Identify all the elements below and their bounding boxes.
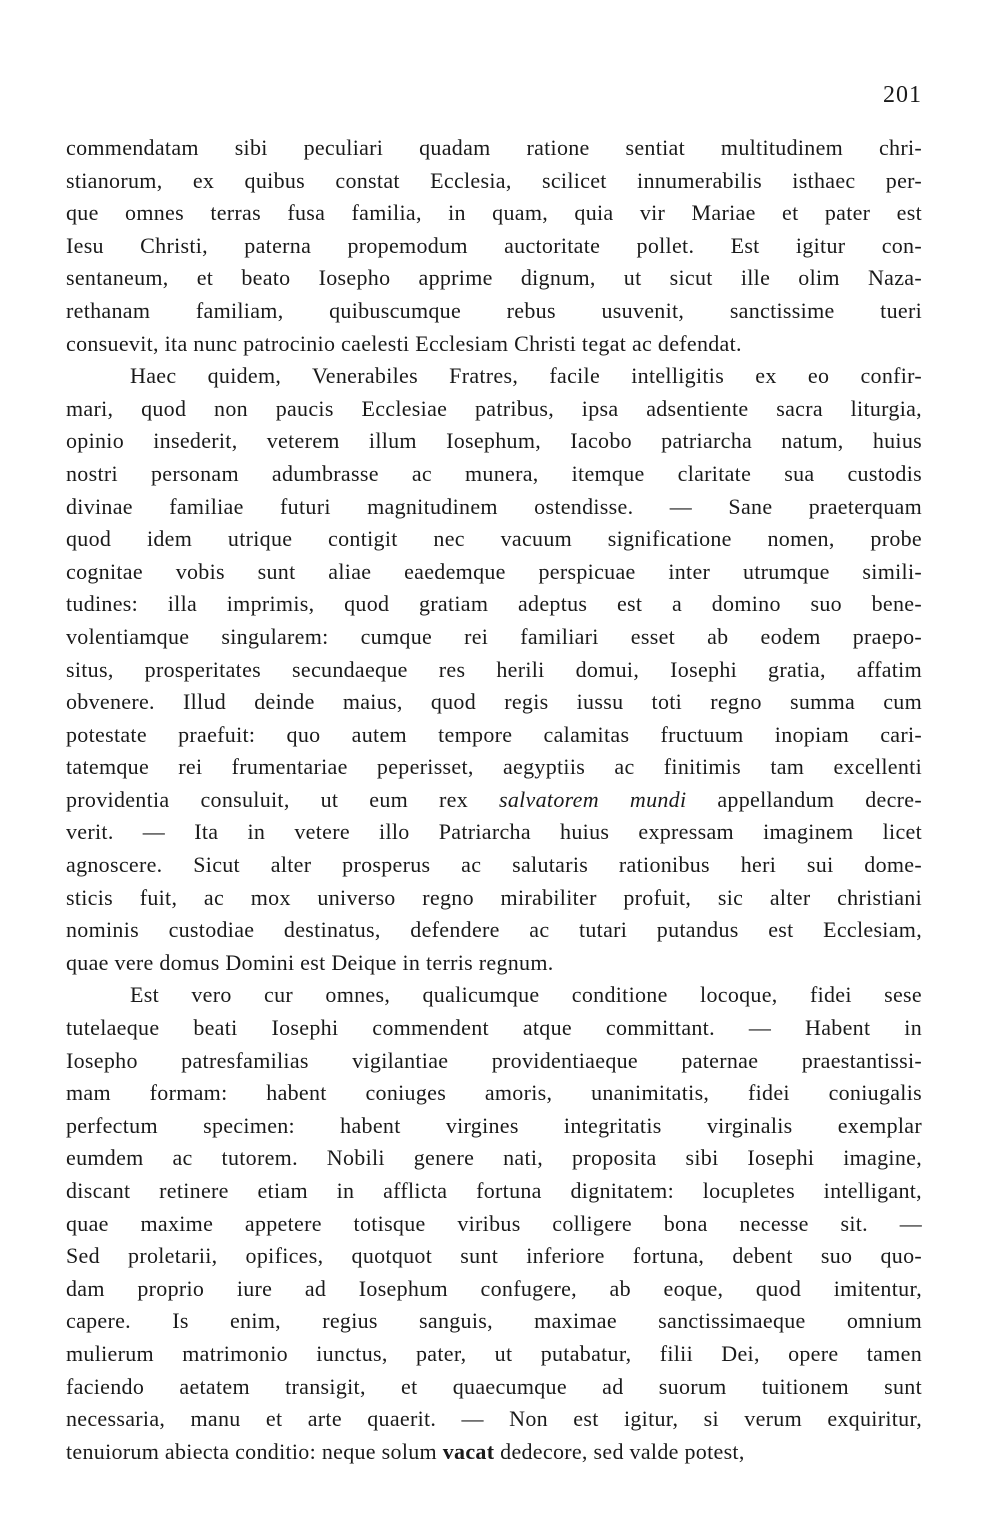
text-line xyxy=(66,816,922,849)
text-line xyxy=(66,654,922,687)
text-segment: quae maxime appetere totisque viribus colligere bona necesse sit. — xyxy=(66,1210,922,1236)
text-segment: nostri personam adumbrasse ac munera, itemque claritate sua custodis xyxy=(66,460,922,486)
text-line xyxy=(66,1077,922,1110)
text-segment: tenuiorum abiecta conditio: neque solum xyxy=(66,1438,443,1464)
text-line xyxy=(66,1142,922,1175)
text-segment: discant retinere etiam in afflicta fortuna dignitatem: locupletes intelligant, xyxy=(66,1178,922,1203)
text-segment: tatemque rei frumentariae peperisset, aegyptiis ac finitimis tam excellenti xyxy=(66,754,922,780)
text-line xyxy=(66,1110,922,1143)
text-line xyxy=(66,165,922,198)
text-segment: stianorum, ex quibus constat Ecclesia, scilicet innumerabilis isthaec per- xyxy=(66,167,922,193)
paragraph xyxy=(66,360,922,979)
text-line xyxy=(66,295,922,328)
text-line xyxy=(66,621,922,654)
text-line xyxy=(66,360,922,393)
text-line xyxy=(66,719,922,752)
text-segment: verit. — Ita in vetere illo Patriarcha huius expressam imaginem licet xyxy=(66,819,922,845)
text-line xyxy=(66,588,922,621)
document-page xyxy=(66,80,922,1468)
text-line xyxy=(66,686,922,719)
text-segment: faciendo aetatem transigit, et quaecumque ad suorum tuitionem sunt xyxy=(66,1373,922,1399)
text-line xyxy=(66,979,922,1012)
text-segment: perfectum specimen: habent virgines integritatis virginalis exemplar xyxy=(66,1112,922,1138)
text-segment: sticis fuit, ac mox universo regno mirabiliter profuit, sic alter christiani xyxy=(66,884,922,910)
text-line xyxy=(66,947,922,980)
text-segment: dedecore, sed valde potest, xyxy=(494,1438,745,1464)
paragraph xyxy=(66,132,922,360)
paragraph xyxy=(66,979,922,1468)
text-line xyxy=(66,262,922,295)
text-line xyxy=(66,1436,922,1469)
text-segment: tudines: illa imprimis, quod gratiam adeptus est a domino suo bene- xyxy=(66,591,922,617)
text-segment: situs, prosperitates secundaeque res herili domui, Iosephi gratia, affatim xyxy=(66,656,922,682)
text-segment: Sed proletarii, opifices, quotquot sunt inferiore fortuna, debent suo quo- xyxy=(66,1243,922,1269)
text-line xyxy=(66,751,922,784)
text-segment: potestate praefuit: quo autem tempore calamitas fructuum inopiam cari- xyxy=(66,721,922,747)
text-line xyxy=(66,1273,922,1306)
text-line xyxy=(66,1338,922,1371)
text-segment: appellandum decre- xyxy=(686,786,922,812)
text-line xyxy=(66,784,922,817)
text-segment: Iesu Christi, paterna propemodum auctoritate pollet. Est igitur con- xyxy=(66,232,922,258)
text-line xyxy=(66,1371,922,1404)
text-segment: rethanam familiam, quibuscumque rebus usuvenit, sanctissime tueri xyxy=(66,297,922,323)
page-number: 201 xyxy=(883,82,922,108)
text-segment: cognitae vobis sunt aliae eaedemque perspicuae inter utrumque simili- xyxy=(66,558,922,584)
text-segment: consuevit, ita nunc patrocinio caelesti Ecclesiam Christi tegat ac defendat. xyxy=(66,330,742,356)
text-segment: necessaria, manu et arte quaerit. — Non est igitur, si verum exquiritur, xyxy=(66,1406,922,1432)
text-line xyxy=(66,491,922,524)
text-segment: eumdem ac tutorem. Nobili genere nati, proposita sibi Iosephi imagine, xyxy=(66,1145,922,1171)
text-segment: Haec quidem, Venerabiles Fratres, facile intelligitis ex eo confir- xyxy=(130,363,922,389)
text-segment: divinae familiae futuri magnitudinem ostendisse. — Sane praeterquam xyxy=(66,493,922,519)
text-segment: mulierum matrimonio iunctus, pater, ut putabatur, filii Dei, opere tamen xyxy=(66,1340,922,1366)
text-line xyxy=(66,1240,922,1273)
text-line xyxy=(66,393,922,426)
text-segment: tutelaeque beati Iosephi commendent atque committant. — Habent in xyxy=(66,1015,922,1041)
text-line xyxy=(66,1012,922,1045)
text-segment: dam proprio iure ad Iosephum confugere, ab eoque, quod imitentur, xyxy=(66,1275,922,1301)
text-segment: Iosepho patresfamilias vigilantiae providentiaeque paternae praestantissi- xyxy=(66,1047,922,1073)
text-line xyxy=(66,1175,922,1208)
text-line xyxy=(66,425,922,458)
text-segment: commendatam sibi peculiari quadam ratione sentiat multitudinem chri- xyxy=(66,135,922,160)
text-segment: mari, quod non paucis Ecclesiae patribus, ipsa adsentiente sacra liturgia, xyxy=(66,395,922,421)
text-segment: nominis custodiae destinatus, defendere ac tutari putandus est Ecclesiam, xyxy=(66,917,922,943)
text-segment: quod idem utrique contigit nec vacuum significatione nomen, probe xyxy=(66,526,922,552)
text-segment: agnoscere. Sicut alter prosperus ac salutaris rationibus heri sui dome- xyxy=(66,852,922,878)
text-line xyxy=(66,556,922,589)
text-segment: mam formam: habent coniuges amoris, unanimitatis, fidei coniugalis xyxy=(66,1080,922,1106)
text-segment: volentiamque singularem: cumque rei familiari esset ab eodem praepo- xyxy=(66,623,922,649)
text-segment: opinio insederit, veterem illum Iosephum, Iacobo patriarcha natum, huius xyxy=(66,428,922,454)
text-line xyxy=(66,1305,922,1338)
text-line xyxy=(66,1045,922,1078)
text-segment: capere. Is enim, regius sanguis, maximae sanctissimaeque omnium xyxy=(66,1308,922,1334)
text-segment: obvenere. Illud deinde maius, quod regis iussu toti regno summa cum xyxy=(66,689,922,715)
text-line xyxy=(66,328,922,361)
text-segment: sentaneum, et beato Iosepho apprime dignum, ut sicut ille olim Naza- xyxy=(66,265,922,291)
text-line xyxy=(66,1403,922,1436)
text-line xyxy=(66,230,922,263)
text-line xyxy=(66,914,922,947)
text-line xyxy=(66,197,922,230)
text-segment: quae vere domus Domini est Deique in terris regnum. xyxy=(66,949,554,975)
text-line xyxy=(66,132,922,165)
italic-phrase: salvatorem mundi xyxy=(498,786,687,812)
text-segment: Est vero cur omnes, qualicumque conditione locoque, fidei sese xyxy=(130,982,922,1008)
body-text xyxy=(66,132,922,1468)
text-line xyxy=(66,523,922,556)
text-segment: providentia consuluit, ut eum rex xyxy=(66,786,499,812)
text-line xyxy=(66,1208,922,1241)
text-segment: que omnes terras fusa familia, in quam, quia vir Mariae et pater est xyxy=(66,200,922,226)
text-line xyxy=(66,882,922,915)
bold-word: vacat xyxy=(442,1438,495,1464)
text-line xyxy=(66,458,922,491)
text-line xyxy=(66,849,922,882)
